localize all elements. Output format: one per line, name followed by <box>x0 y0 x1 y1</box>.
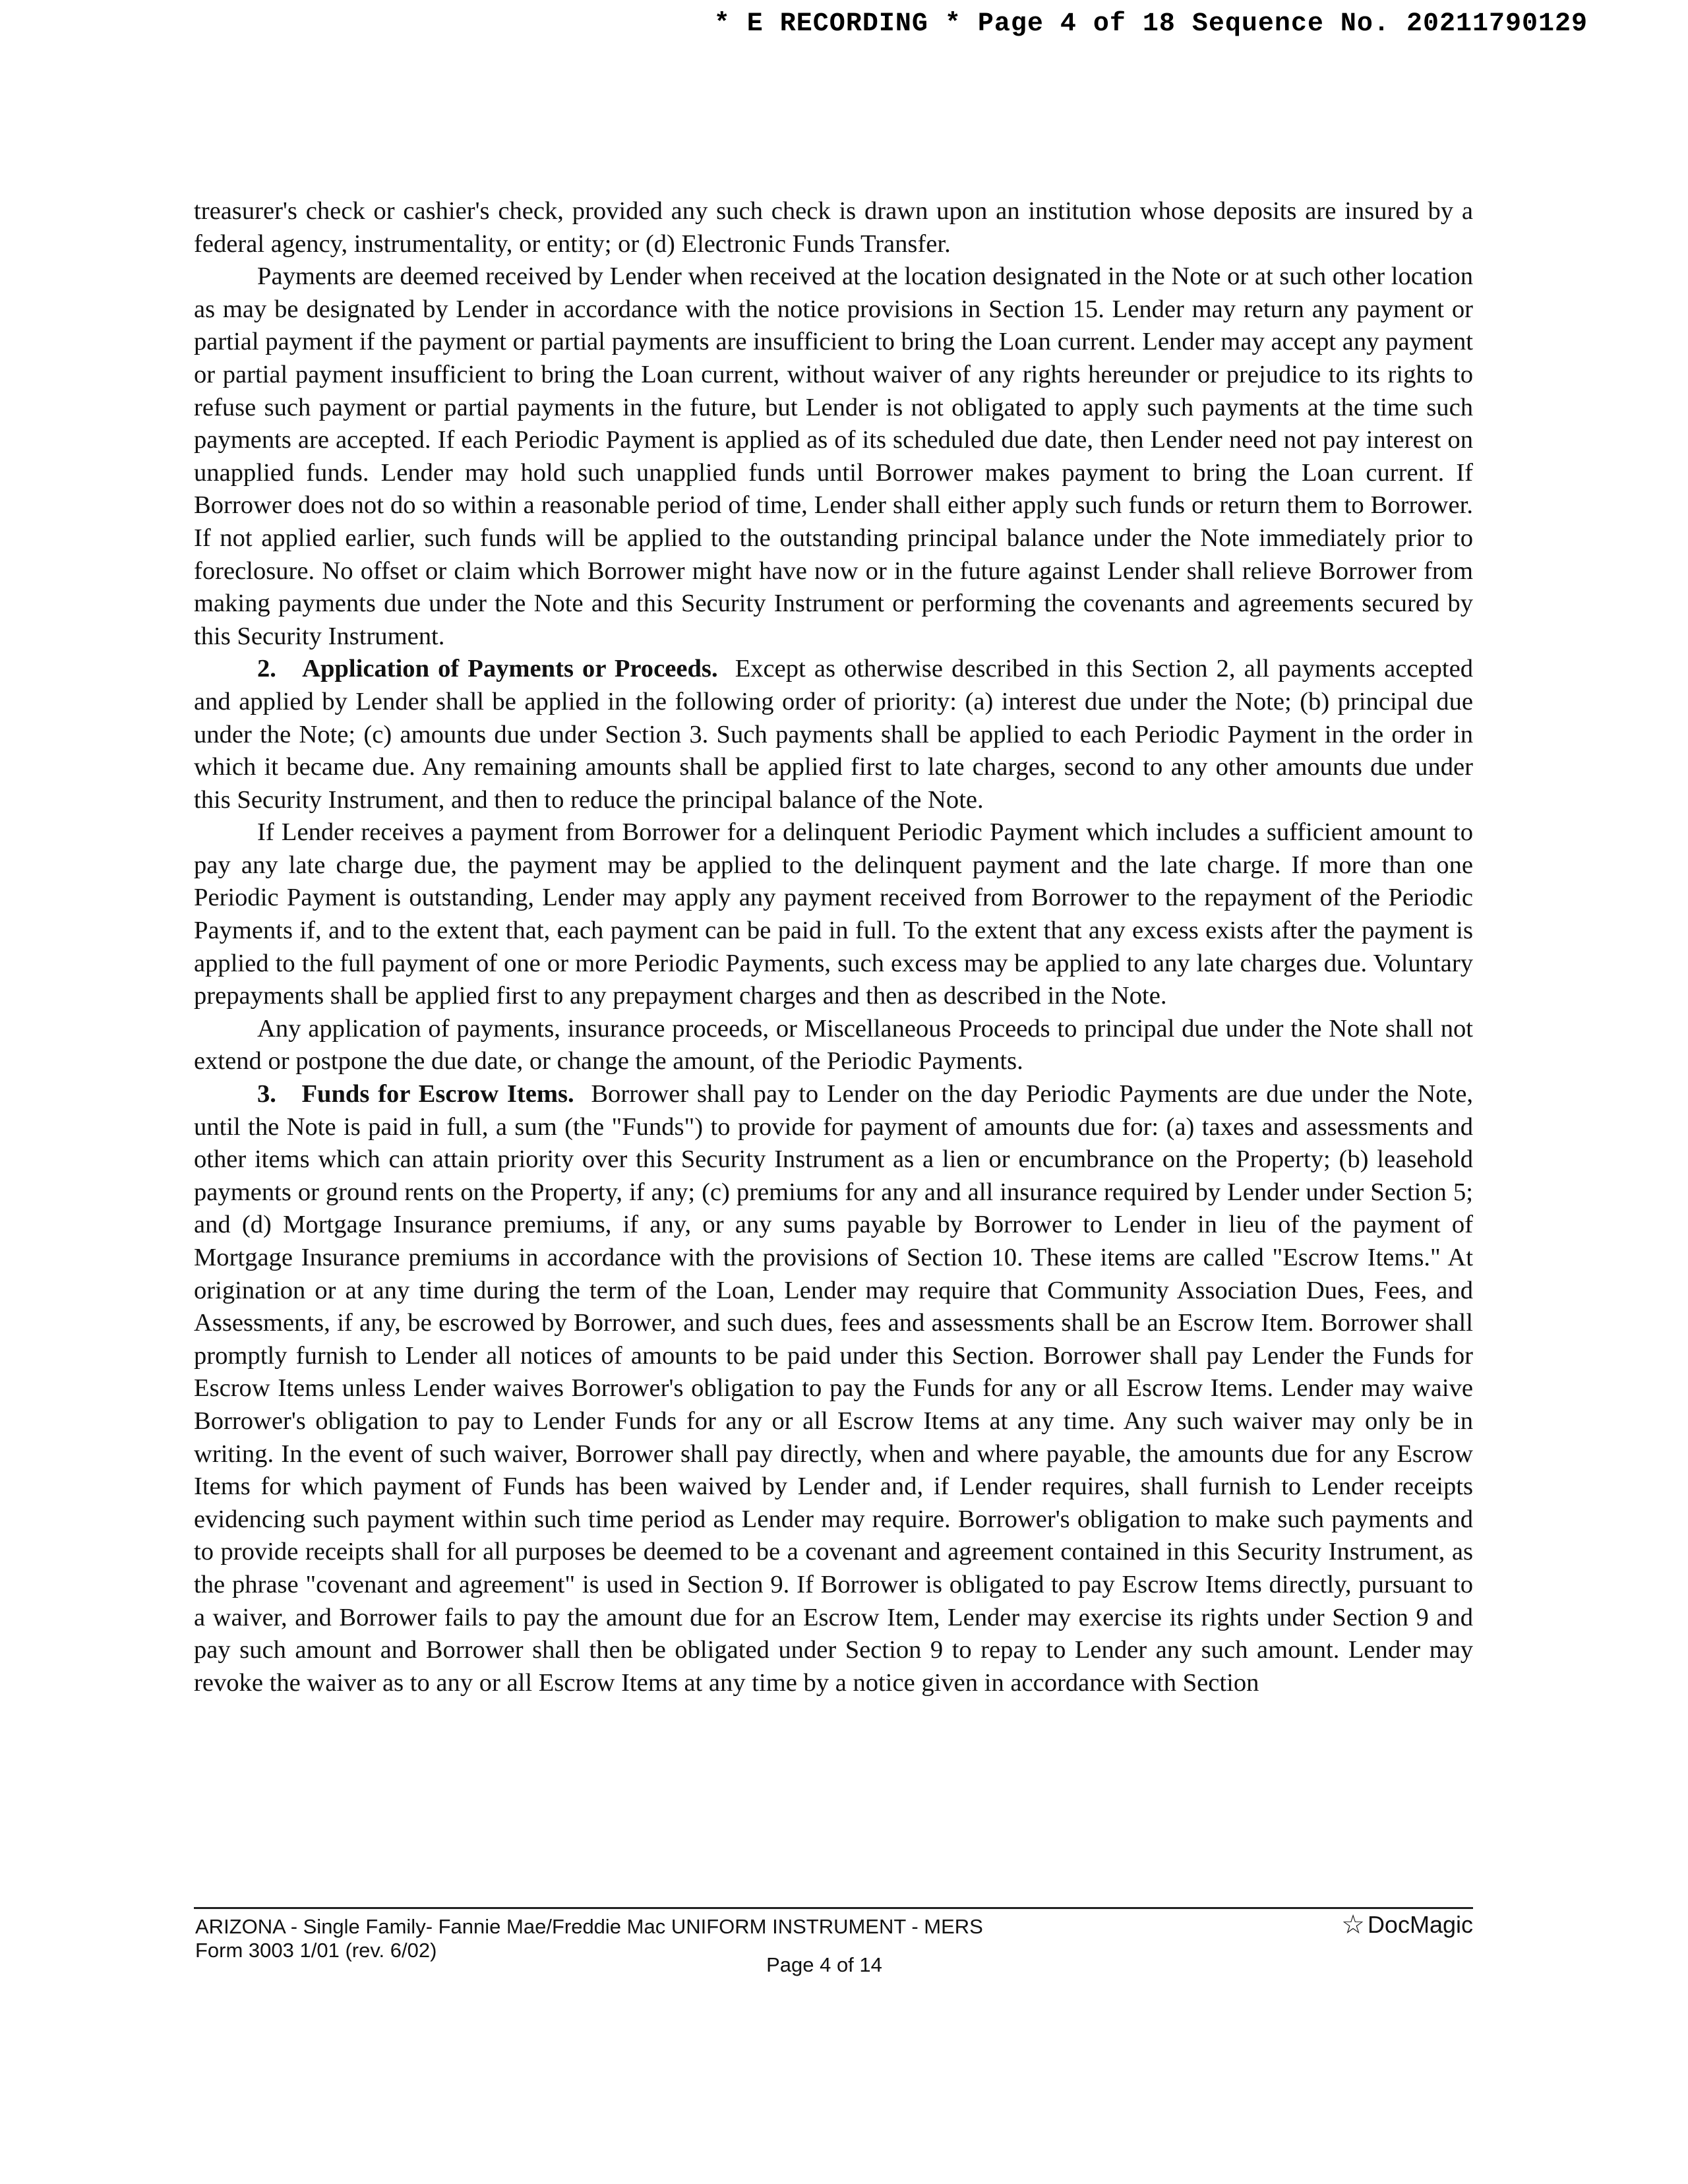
section-2 <box>194 653 1473 816</box>
form-number: Form 3003 1/01 (rev. 6/02) <box>195 1939 437 1962</box>
section-2-heading: Application of Payments or Proceeds. <box>302 655 718 683</box>
paragraph-delinquent-payment: If Lender receives a payment from Borrower for a delinquent Periodic Payment which includes a sufficient amount to pay any late charge due, the payment may be applied to the delinquent payment and the late charge. If more than one Periodic Payment is outstanding, Lender may apply any payment received from Borrower to the repayment of the Periodic Payments if, and to the extent that, each payment can be paid in full. To the extent that any excess exists after the payment is applied to the full payment of one or more Periodic Payments, such excess may be applied to any late charges due. Voluntary prepayments shall be applied first to any prepayment charges and then as described in the Note. <box>194 818 1473 1010</box>
docmagic-logo <box>1341 1911 1473 1939</box>
brand-name: DocMagic <box>1367 1911 1473 1938</box>
page-number: Page 4 of 14 <box>766 1953 882 1976</box>
section-2-text: Except as otherwise described in this Section 2, all payments accepted and applied by Lender shall be applied in the following order of priority: (a) interest due under the Note; (b) principal due under the Note; (c) amounts due under Section 3. Such payments shall be applied to each Periodic Payment in the order in which it became due. Any remaining amounts shall be applied first to late charges, second to any other amounts due under this Security Instrument, and then to reduce the principal balance of the Note. <box>194 655 1473 814</box>
document-body <box>194 195 1473 1699</box>
section-3-number: 3. <box>257 1080 276 1108</box>
footer-divider <box>194 1907 1473 1909</box>
paragraph-continuation: treasurer's check or cashier's check, provided any such check is drawn upon an institution whose deposits are insured by a federal agency, instrumentality, or entity; or (d) Electronic Funds Transfer. <box>194 197 1473 258</box>
section-3-heading: Funds for Escrow Items. <box>301 1080 574 1108</box>
section-3-text: Borrower shall pay to Lender on the day Periodic Payments are due under the Note, until the Note is paid in full, a sum (the "Funds") to provide for payment of amounts due for: (a) taxes and assessments and other items which can attain priority over this Security Instrument as a lien or encumbrance on the Property; (b) leasehold payments or ground rents on the Property, if any; (c) premiums for any and all insurance required by Lender under Section 5; and (d) Mortgage Insurance premiums, if any, or any sums payable by Borrower to Lender in lieu of the payment of Mortgage Insurance premiums in accordance with the provisions of Section 10. These items are called "Escrow Items." At origination or at any time during the term of the Loan, Lender may require that Community Association Dues, Fees, and Assessments, if any, be escrowed by Borrower, and such dues, fees and assessments shall be an Escrow Item. Borrower shall promptly furnish to Lender all notices of amounts to be paid under this Section. Borrower shall pay Lender the Funds for Escrow Items unless Lender waives Borrower's obligation to pay the Funds for any or all Escrow Items. Lender may waive Borrower's obligation to pay to Lender Funds for any or all Escrow Items at any time. Any such waiver may only be in writing. In the event of such waiver, Borrower shall pay directly, when and where payable, the amounts due for any Escrow Items for which payment of Funds has been waived by Lender and, if Lender requires, shall furnish to Lender receipts evidencing such payment within such time period as Lender may require. Borrower's obligation to make such payments and to provide receipts shall for all purposes be deemed to be a covenant and agreement contained in this Security Instrument, as the phrase "covenant and agreement" is used in Section 9. If Borrower is obligated to pay Escrow Items directly, pursuant to a waiver, and Borrower fails to pay the amount due for an Escrow Item, Lender may exercise its rights under Section 9 and pay such amount and Borrower shall then be obligated under Section 9 to repay to Lender any such amount. Lender may revoke the waiver as to any or all Escrow Items at any time by a notice given in accordance with Section <box>194 1080 1473 1697</box>
paragraph-payments-received: Payments are deemed received by Lender when received at the location designated in the Note or at such other location as may be designated by Lender in accordance with the notice provisions in Section 15. Lender may return any payment or partial payment if the payment or partial payments are insufficient to bring the Loan current. Lender may accept any payment or partial payment insufficient to bring the Loan current, without waiver of any rights hereunder or prejudice to its rights to refuse such payment or partial payments in the future, but Lender is not obligated to apply such payments at the time such payments are accepted. If each Periodic Payment is applied as of its scheduled due date, then Lender need not pay interest on unapplied funds. Lender may hold such unapplied funds until Borrower makes payment to bring the Loan current. If Borrower does not do so within a reasonable period of time, Lender shall either apply such funds or return them to Borrower. If not applied earlier, such funds will be applied to the outstanding principal balance under the Note immediately prior to foreclosure. No offset or claim which Borrower might have now or in the future against Lender shall relieve Borrower from making payments due under the Note and this Security Instrument or performing the covenants and agreements secured by this Security Instrument. <box>194 262 1473 650</box>
section-3 <box>194 1078 1473 1699</box>
recording-header: * E RECORDING * Page 4 of 18 Sequence No. 20211790129 <box>713 9 1588 39</box>
section-2-number: 2. <box>257 655 276 683</box>
form-title: ARIZONA - Single Family- Fannie Mae/Freddie Mac UNIFORM INSTRUMENT - MERS <box>195 1915 983 1938</box>
paragraph-application: Any application of payments, insurance proceeds, or Miscellaneous Proceeds to principal due under the Note shall not extend or postpone the due date, or change the amount, of the Periodic Payments. <box>194 1014 1473 1076</box>
star-outline-icon: ☆ <box>1341 1910 1365 1939</box>
